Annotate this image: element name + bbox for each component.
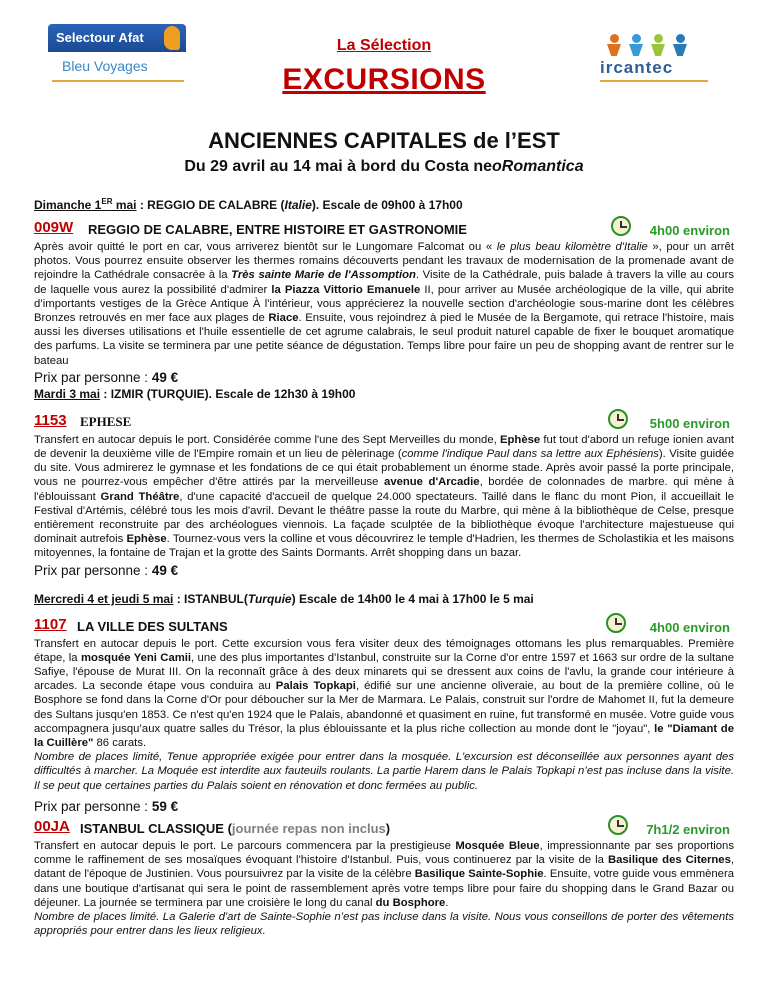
clock-icon — [608, 409, 632, 431]
excursion-description: Transfert en autocar depuis le port. Cette excursion vous fera visiter deux des témoignages ottomans les plus remarquables. Première étape, la mosquée Yeni Camii, une des plus importantes d'Istanbul, construite sur la Corne d'or entre 1597 et 1663 sur ordre de la sultane Safiye, l'épouse de Murat III. On la reconnaît grâce à des deux minarets qui se dressent aux coins de l'avlu, la grande cour intérieure à arcades. La seconde étape vous conduira au Palais Topkapi, édifié sur une ancienne oliveraie, au bout de la première colline, où le Bosphore se fond dans la Corne d'Or pour déboucher sur la Mer de Marmara. Le Palais, construit sur l'ordre de Mahomet II, fut la demeure des Sultans jusqu'en 1853. Ce n'est qu'en 1924 que le Palais, abandonné et quasiment en ruine, fut transformé en musée. Votre guide vous accompagnera jusqu’aux quatre salles du Trésor, la plus éblouissante et la plus riche collection au monde dont le "joyau", le "Diamant de la Cuillère" 86 carats. — [34, 637, 734, 750]
excursions-content — [34, 192, 734, 938]
stop-country: Turquie — [247, 591, 292, 606]
excursion-header-1107 — [34, 615, 734, 637]
stop-date: Dimanche 1 — [34, 198, 102, 212]
excursion-note: Nombre de places limité. La Galerie d'art de Sainte-Sophie n’est pas incluse dans la visite. Nous vous conseillons de porter des vêtements appropriés pour entrer dans les lieux religieux. — [34, 910, 734, 938]
stop-hours: ). Escale de 09h00 à 17h00 — [311, 198, 463, 212]
logo-rule — [600, 80, 708, 82]
excursion-name: ISTANBUL CLASSIQUE (journée repas non inclus) — [80, 820, 391, 836]
excursion-price: Prix par personne : 49 € — [34, 562, 179, 578]
excursion-description: Transfert en autocar depuis le port. Le parcours commencera par la prestigieuse Mosquée Bleue, impressionnante par ses proportions comme le raffinement de ses mosaïques évoquant l'histoire d'Istanbul. Puis, vous continuerez par la visite de la Basilique des Citernes, datant de l'époque de Justinien. Vous poursuivrez par la visite de la célèbre Basilique Sainte-Sophie. Ensuite, votre guide vous emmènera dans une boutique d'artisanat qui sera le point de rassemblement après votre temps libre pour faire du shopping dans le Grand Bazar ou déjeuner. La journée se terminera par une croisière le long du canal du Bosphore. — [34, 839, 735, 909]
excursion-duration: 4h00 environ — [649, 223, 730, 238]
port-of-call-izmir — [34, 386, 734, 402]
ircantec-text: ircantec — [600, 58, 674, 77]
excursion-header-00ja — [34, 817, 734, 839]
excursion-code: 1153 — [34, 411, 67, 429]
subtitle-text: Du 29 avril au 14 mai à bord du Costa ne — [184, 158, 493, 175]
clock-icon — [606, 613, 630, 635]
clock-icon — [608, 815, 632, 837]
excursion-name: LA VILLE DES SULTANS — [77, 618, 228, 634]
stop-date: Mardi 3 mai — [34, 386, 101, 401]
excursion-header-1153 — [34, 411, 734, 433]
port-of-call-reggio — [34, 194, 734, 213]
bleu-voyages-text: Bleu Voyages — [48, 52, 186, 80]
excursion-duration: 4h00 environ — [649, 619, 730, 635]
stop-port: : ISTANBUL( — [173, 591, 248, 606]
stop-date-month: mai — [112, 198, 137, 212]
excursion-name: REGGIO DE CALABRE, ENTRE HISTOIRE ET GASTRONOMIE — [88, 222, 467, 237]
selectour-logo-text: Selectour Afat — [56, 30, 144, 45]
excursions-title: EXCURSIONS — [282, 63, 486, 96]
clock-icon — [611, 216, 635, 238]
ircantec-logo — [600, 34, 720, 86]
excursion-price: Prix par personne : 49 € — [34, 369, 179, 385]
excursion-code: 1107 — [34, 615, 67, 633]
page-header — [0, 0, 768, 120]
stop-port: : IZMIR (TURQUIE). Escale de 12h30 à 19h00 — [100, 386, 356, 401]
excursion-header-009w — [34, 218, 734, 240]
stop-country: Italie — [284, 198, 312, 212]
port-of-call-istanbul — [34, 591, 734, 607]
excursion-description: Transfert en autocar depuis le port. Considérée comme l'une des Sept Merveilles du monde, Ephèse fut tout d'abord un refuge ionien avant de devenir la deuxième ville de l'Empire romain et un lieu de pèlerinage (comme l'indique Paul dans sa lettre aux Ephésiens). Visite guidée du site. Vous admirerez le gymnase et les fondations de ce qui était probablement un énorme stade. Après avoir passé la porte principale, vous ne pourrez-vous empêcher d'être attirés par la merveilleuse avenue d'Arcadie, bordée de colonnades de marbre. qui mène à l'éblouissant Grand Théâtre, d'une capacité d'accueil de quelque 24.000 spectateurs. Taillé dans le flanc du mont Pion, il accueillait le Festival d'Artémis, célébré tous les mois d'avril. Devant le théâtre passe la route du Marbre, qui mène à la bibliothèque de Celse, presque entièrement reconstruite par des archéologues viennois. La façade sculptée de la bibliothèque évoque l'architecture majestueuse qui dominait autrefois Ephèse. Tournez-vous vers la colline et vous découvrirez le temple d'Hadrien, les thermes de Scholastikia et les maisons mitoyennes, la fontaine de Trajan et la grotte des Saints Dormants. Arrêt shopping dans un bazar. — [34, 433, 734, 560]
ship-name: oRomantica — [492, 158, 584, 175]
cruise-title: ANCIENNES CAPITALES de l’EST — [208, 128, 560, 153]
excursion-duration: 7h1/2 environ — [646, 821, 730, 837]
excursion-code: 00JA — [34, 817, 70, 835]
stop-date: Mercredi 4 et jeudi 5 mai — [34, 591, 174, 606]
stop-port: : REGGIO DE CALABRE ( — [136, 198, 285, 212]
selection-title: La Sélection — [336, 37, 432, 54]
excursion-price: Prix par personne : 59 € — [34, 798, 179, 814]
excursion-description: Après avoir quitté le port en car, vous arriverez bientôt sur le Lungomare Falcomat ou « le plus beau kilomètre d'Italie », pour un arrêt photos. Vous pourrez ensuite observer les thermes romains découverts pendant les travaux de modernisation de la promenade avant de rejoindre la Cathédrale consacrée à la Très sainte Marie de l'Assomption. Visite de la Cathédrale, puis balade à travers la ville au cours de laquelle vous aurez la possibilité d'admirer la Piazza Vittorio Emanuele II, pour arriver au Musée archéologique de la ville, qui abrite d’importants vestiges de la Grèce Antique À l'intérieur, vous apprécierez la nouvelle section d'archéologie sous-marine dont les célèbres Bronzes retrouvés en mer face aux plages de Riace. Ensuite, vous rejoindrez à pied le Musée de la Bergamote, qui retrace l'histoire, mais aussi les diverses utilisations et l'huile essentielle de cet agrume calabrais, le seul produit naturel capable de fixer le bouquet aromatique des parfums. La visite se terminera par une petite séance de dégustation. Temps libre pour faire un peu de shopping avant de rentrer sur le bateau — [34, 241, 734, 367]
people-icon — [600, 34, 720, 58]
excursion-note: Nombre de places limité, Tenue appropriée exigée pour entrer dans la mosquée. L'excursion est déconseillée aux personnes ayant des difficultés à marcher. La Moquée est interdite aux fauteuils roulants. La partie Harem dans le Palais Topkapi n’est pas incluse dans la visite. Il se peut que certaines parties du Palais soient en rénovation et donc fermées au public. — [34, 751, 734, 792]
excursion-duration: 5h00 environ — [649, 415, 730, 431]
stop-date-sup: ER — [101, 197, 113, 206]
stop-hours: ) Escale de 14h00 le 4 mai à 17h00 le 5 mai — [291, 591, 534, 606]
excursion-name: EPHESE — [80, 413, 132, 429]
cruise-subtitle — [0, 158, 768, 176]
excursion-code: 009W — [34, 219, 74, 236]
